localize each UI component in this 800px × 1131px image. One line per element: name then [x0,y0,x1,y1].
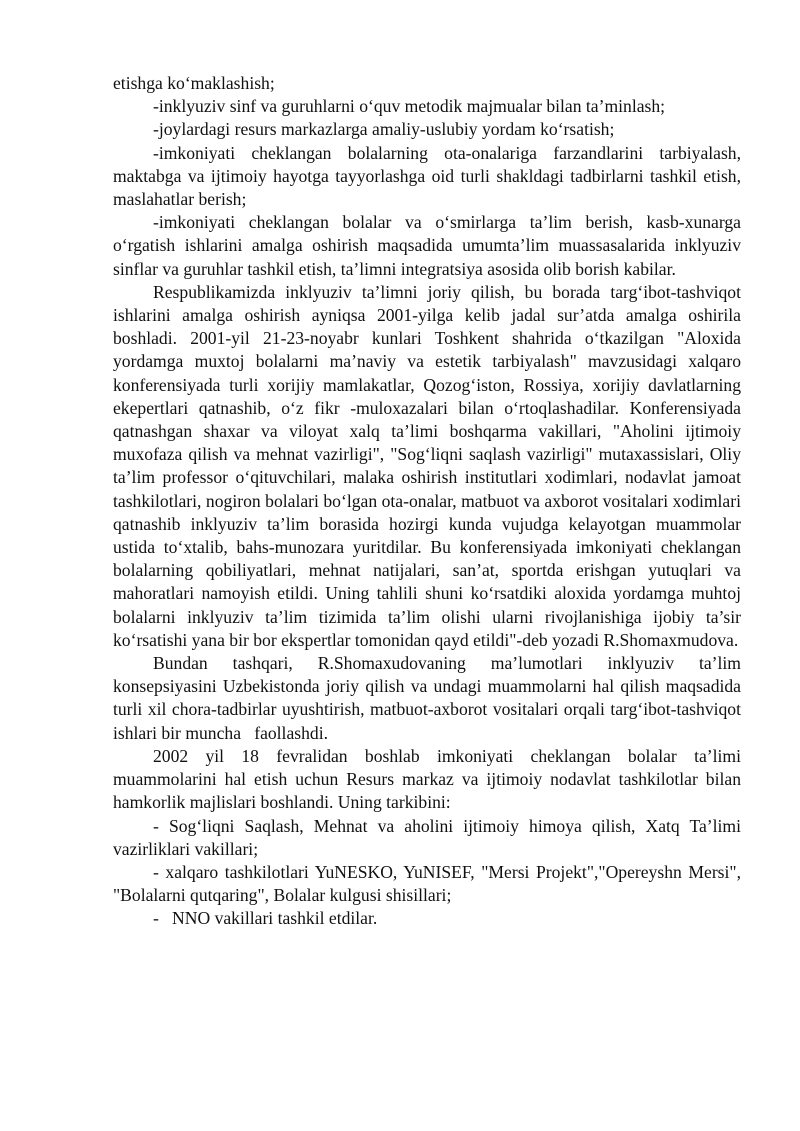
paragraph-8: 2002 yil 18 fevralidan boshlab imkoniyati cheklangan bolalar ta’limi muammolarini hal etish uchun Resurs markaz va ijtimoiy nodavlat tashkilotlar bilan hamkorlik majlislari boshlandi. Uning tarkibini: [113,745,741,813]
paragraph-5: -imkoniyati cheklangan bolalar va o‘smirlarga ta’lim berish, kasb-xunarga o‘rgatish ishlarini amalga oshirish maqsadida umumta’lim muassasalarida inklyuziv sinflar va guruhlar tashkil etish, ta’limni integratsiya asosida olib borish kabilar. [113,212,741,279]
paragraph-2: -inklyuziv sinf va guruhlarni o‘quv metodik majmualar bilan ta’minlash; [153,96,666,117]
document-page [113,72,746,931]
paragraph-6: Respublikamizda inklyuziv ta’limni joriy qilish, bu borada targ‘ibot-tashviqot ishlarini amalga oshirish ayniqsa 2001-yilga kelib jadal sur’atda amalga oshirila boshladi. 2001-yil 21-23-noyabr kunlari Toshkent shahrida o‘tkazilgan "Aloxida yordamga muxtoj bolalarni ma’naviy va estetik tarbiyalash" mavzusidagi xalqaro konferensiyada turli xorijiy mamlakatlar, Qozog‘iston, Rossiya, xorijiy davlatlarning ekepertlari qatnashib, o‘z fikr -muloxazalari bilan o‘rtoqlashadilar. Konferensiyada qatnashgan shaxar va viloyat xalq ta’limi boshqarma vakillari, "Aholini ijtimoiy muxofaza qilish va mehnat vazirligi", "Sog‘liqni saqlash vazirligi" mutaxassislari, Oliy ta’lim professor o‘qituvchilari, malaka oshirish institutlari xodimlari, nodavlat jamoat tashkilotlari, nogiron bolalari bo‘lgan ota-onalar, matbuot va axborot vositalari xodimlari qatnashib inklyuziv ta’lim borasida hozirgi kunda vujudga kelayotgan muammolar ustida to‘xtalib, bahs-munozara yuritdilar. Bu konferensiyada imkoniyati cheklangan bolalarning qobiliyatlari, mehnat natijalari, san’at, sportda erishgan yutuqlari va mahoratlari namoyish etildi. Uning tahlili shuni ko‘rsatdiki aloxida yordamga muhtoj bolalarni inklyuziv ta’lim tizimida ta’lim olishi ularni rivojlanishiga ijobiy ta’sir ko‘rsatishi yana bir bor ekspertlar tomonidan qayd etildi"-deb yozadi R.Shomaxmudova. [113,281,741,650]
paragraph-11: - NNO vakillari tashkil etdilar. [153,908,378,929]
paragraph-7: Bundan tashqari, R.Shomaxudovaning ma’lumotlari inklyuziv ta’lim konsepsiyasini Uzbekistonda joriy qilish va undagi muammolarni hal qilish maqsadida turli xil chora-tadbirlar uyushtirish, matbuot-axborot vositalari orqali targ‘ibot-tashviqot ishlari bir muncha faollashdi. [113,653,746,743]
paragraph-3: -joylardagi resurs markazlarga amaliy-uslubiy yordam ko‘rsatish; [153,119,615,140]
paragraph-4: -imkoniyati cheklangan bolalarning ota-onalariga farzandlarini tarbiyalash, maktabga va ijtimoiy hayotga tayyorlashga oid turli shakldagi tadbirlarni tashkil etish, maslahatlar berish; [113,142,741,210]
paragraph-1: etishga ko‘maklashish; [113,73,275,93]
paragraph-9: - Sog‘liqni Saqlash, Mehnat va aholini ijtimoiy himoya qilish, Xatq Ta’limi vazirliklari vakillari; [113,815,741,859]
paragraph-10: - xalqaro tashkilotlari YuNESKO, YuNISEF, "Mersi Projekt","Opereyshn Mersi", "Bolalarni qutqaring", Bolalar kulgusi shisillari; [113,861,741,906]
